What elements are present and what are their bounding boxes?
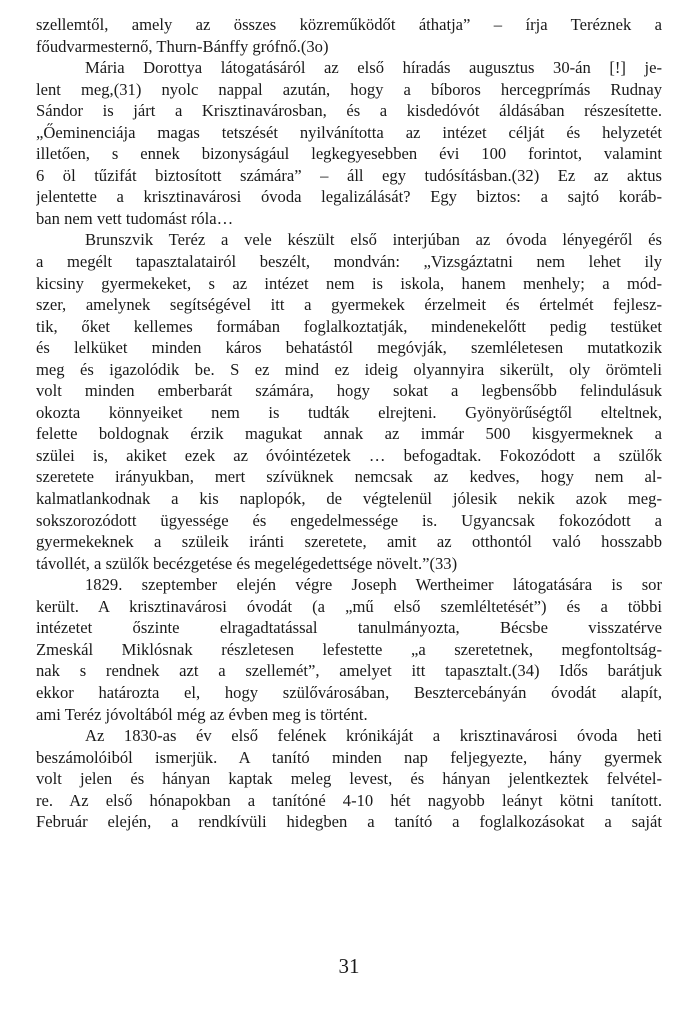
text-line: volt jelen és hányan kaptak meleg levest, és hányan jelentkeztek felvétel-: [36, 769, 662, 789]
text-line: a megélt tapasztalatairól beszélt, mondván: „Vizsgáztatni nem lehet ily: [36, 252, 662, 272]
page-number: 31: [338, 954, 360, 978]
text-line: Sándor is járt a Krisztinavárosban, és a kisdedóvót áldásában részesítette.: [36, 101, 662, 121]
text-line: nak s rendnek azt a szellemét”, amelyet itt tapasztalt.(34) Idős barátjuk: [36, 661, 662, 681]
text-line: Mária Dorottya látogatásáról az első híradás augusztus 30-án [!] je-: [85, 58, 662, 78]
text-line: illetően, s ennek bizonyságául legkegyesebben évi 100 forintot, valamint: [36, 144, 662, 164]
text-line: kalmatlankodnak a kis naplopók, de végtelenül jólesik nekik azok meg-: [36, 489, 662, 509]
text-line: főudvarmesternő, Thurn-Bánffy grófnő.(3o): [36, 36, 329, 56]
text-line: 1829. szeptember elején végre Joseph Wertheimer látogatására is sor: [85, 575, 662, 595]
text-line: szülei is, akiket ezek az óvóintézetek … befogadtak. Fokozódott a szülők: [36, 445, 662, 465]
text-line: szer, amelynek segítségével itt a gyermekek érzelmeit és értelmét fejlesz-: [36, 295, 662, 315]
text-line: ami Teréz jóvoltából még az évben meg is történt.: [36, 704, 368, 724]
body-text: [36, 14, 662, 833]
text-line: intézetet őszinte elragadtatással tanulmányozta, Bécsbe visszatérve: [36, 618, 662, 638]
text-line: tik, őket kellemes formában foglalkoztatják, mindenekelőtt pedig testüket: [36, 316, 662, 336]
text-line: gyermekeknek a szüleik iránti szeretete, amit az otthontól való hosszabb: [36, 532, 662, 552]
text-line: Brunszvik Teréz a vele készült első interjúban az óvoda lényegéről és: [85, 230, 662, 250]
text-line: ban nem vett tudomást róla…: [36, 208, 234, 228]
text-line: Zmeskál Miklósnak részletesen lefestette „a szeretetnek, megfontoltság-: [36, 639, 662, 659]
text-line: 6 öl tűzifát biztosított számára” – áll egy tudósításban.(32) Ez az aktus: [36, 165, 662, 185]
text-line: jelentette a krisztinavárosi óvoda legalizálását? Egy biztos: a sajtó koráb-: [36, 187, 662, 207]
text-line: kicsiny gyermekeket, s az intézet nem is iskola, hanem menhely; a mód-: [36, 273, 662, 293]
text-line: beszámolóiból ismerjük. A tanító minden nap feljegyezte, hány gyermek: [36, 747, 662, 767]
text-line: meg és igazolódik be. S ez mind ez ideig olyannyira sikerült, oly örömteli: [36, 359, 662, 379]
text-line: került. A krisztinavárosi óvodát (a „mű első szemléltetését”) és a többi: [36, 596, 662, 616]
text-line: szellemtől, amely az összes közreműködőt áthatja” – írja Teréznek a: [36, 15, 662, 34]
text-line: felette boldognak érzik magukat annak az immár 500 kisgyermeknek a: [36, 424, 662, 444]
text-line: lent meg,(31) nyolc nappal azután, hogy a bíboros hercegprímás Rudnay: [36, 79, 662, 99]
text-line: okozta könnyeiket nem is tudták elrejteni. Gyönyörűségtől elteltnek,: [36, 402, 662, 422]
text-line: „Őeminenciája magas tetszését nyilvánította az intézet célját és helyzetét: [36, 122, 662, 142]
text-line: re. Az első hónapokban a tanítóné 4-10 hét nagyobb leányt kötni tanított.: [36, 790, 662, 810]
text-line: volt minden emberbarát számára, hogy sokat a legbensőbb felindulásuk: [36, 381, 662, 401]
text-line: Az 1830-as év első felének krónikáját a krisztinavárosi óvoda heti: [85, 726, 662, 746]
text-line: szeretete irányukban, mert szívüknek nemcsak az kedves, hogy nem al-: [36, 467, 662, 487]
text-line: és lelküket minden káros behatástól megóvják, szemléletesen mutatkozik: [36, 338, 662, 358]
text-line: sokszorozódott ügyessége és engedelmessége is. Ugyancsak fokozódott a: [36, 510, 662, 530]
text-line: távollét, a szülők becézgetése és megelégedettsége növelt.”(33): [36, 553, 458, 573]
text-line: Február elején, a rendkívüli hidegben a tanító a foglalkozásokat a saját: [36, 812, 662, 832]
text-line: ekkor határozta el, hogy szülővárosában, Besztercebányán óvodát alapít,: [36, 682, 662, 702]
